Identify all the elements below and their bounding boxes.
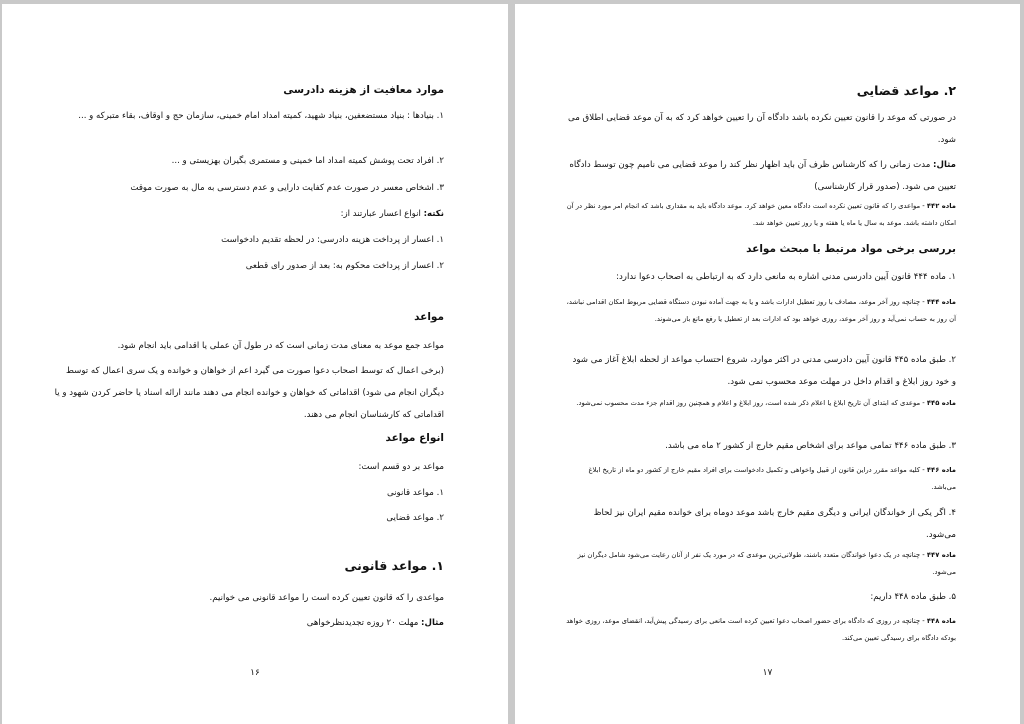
example-label: مثال: (421, 618, 444, 628)
note-text: انواع اعسار عبارتند از: (340, 209, 424, 219)
document-page-16 (2, 4, 508, 724)
exemption-item-1: ۱. بنیادها : بنیاد مستضعفین، بنیاد شهید، کمیته امداد امام خمینی، سازمان حج و اوقاف، بقاء متبرکه و ... (78, 111, 444, 121)
example-label: مثال: (933, 160, 956, 170)
exemption-item-2: ۲. افراد تحت پوشش کمیته امداد اما خمینی و مستمری بگیران بهزیستی و ... (171, 156, 444, 166)
deadlines-paragraph-2: (برخی اعمال که توسط اصحاب دعوا صورت می گیرد اعم از خواهان و خوانده و یک سری اعمال که توسط دیگران انجام می شود) اقداماتی که خواهان و خوانده انجام می دهند مانند ارائه اسناد یا حاضر کردن شهود و یا اقداماتی که کارشناسان انجام می دهند. (54, 366, 444, 420)
deadlines-paragraph-1: مواعد جمع موعد به معنای مدت زمانی است که در طول آن عملی یا اقدامی باید انجام شود. (117, 341, 444, 351)
article-445 (566, 395, 956, 412)
judicial-deadlines-text: در صورتی که موعد را قانون تعیین نکرده باشد دادگاه آن را تعیین خواهد کرد که به آن موعد قضایی اطلاق می شود. (568, 113, 956, 145)
page-number: ۱۶ (250, 668, 260, 678)
legal-example-text: مهلت ۲۰ روزه تجدیدنظرخواهی (306, 618, 422, 628)
article-442 (566, 198, 956, 232)
legal-deadlines-heading: ۱. مواعد قانونی (344, 558, 444, 573)
article-label: ماده ۴۴۷ (926, 551, 956, 559)
review-heading: بررسی برخی مواد مرتبط با مبحث مواعد (746, 243, 956, 255)
types-heading: انواع مواعد (385, 432, 444, 444)
article-444 (566, 294, 956, 328)
types-intro: مواعد بر دو قسم است: (358, 462, 444, 472)
review-item-3: ۳. طبق ماده ۴۴۶ تمامی مواعد برای اشخاص مقیم خارج از کشور ۲ ماه می باشد. (665, 441, 956, 451)
exemption-item-3: ۳. اشخاص معسر در صورت عدم کفایت دارایی و عدم دسترسی به مال به صورت موقت (130, 183, 444, 193)
article-text: - چنانچه روز آخر موعد، مصادف با روز تعطیل ادارات باشد و یا به جهت آماده نبودن دستگاه قضایی مربوط امکان اقدامی نباشد، آن روز به حساب نمی‌آید و روز آخر موعد، روزی خواهد بود که ادارات بعد از تعطیل یا رفع مانع باز می‌شوند. (566, 298, 956, 323)
review-item-1: ۱. ماده ۴۴۴ قانون آیین دادرسی مدنی اشاره به مانعی دارد که به ارتباطی به اصحاب دعوا ندارد: (616, 272, 956, 282)
page-number: ۱۷ (762, 668, 773, 678)
article-446 (566, 462, 956, 496)
types-item-2: ۲. مواعد قضایی (386, 513, 444, 523)
deadlines-heading: مواعد (414, 311, 444, 323)
note-label: نکته: (423, 209, 444, 219)
article-label: ماده ۴۴۲ (926, 202, 956, 210)
judicial-deadlines-heading: ۲. مواعد قضایی (856, 83, 956, 98)
article-text: - چنانچه در روزی که دادگاه برای حضور اصحاب دعوا تعیین کرده است مانعی برای رسیدگی پیش‌آید، انقضای موعد، روزی خواهد بودکه دادگاه برای رسیدگی تعیین می‌کند. (566, 617, 956, 642)
legal-deadlines-text: مواعدی را که قانون تعیین کرده است را مواعد قانونی می خوانیم. (209, 593, 444, 603)
judicial-example-text: مدت زمانی را که کارشناس ظرف آن باید اظهار نظر کند را موعد قضایی می نامیم چون توسط دادگاه تعیین می شود. (صدور قرار کارشناسی) (569, 160, 956, 192)
article-label: ماده ۴۴۸ (926, 617, 956, 625)
note-paragraph (54, 203, 444, 225)
article-label: ماده ۴۴۶ (926, 466, 956, 474)
article-label: ماده ۴۴۵ (926, 399, 956, 407)
legal-example (54, 612, 444, 634)
review-item-4: ۴. اگر یکی از خواندگان ایرانی و دیگری مقیم خارج باشد موعد دوماه برای خوانده مقیم ایران نیز لحاظ می‌شود. (593, 508, 956, 540)
article-447 (566, 547, 956, 581)
judicial-example (566, 154, 956, 198)
review-item-2: ۲. طبق ماده ۴۴۵ قانون آیین دادرسی مدنی در اکثر موارد، شروع احتساب مواعد از لحظه ابلاغ آغاز می شود و خود روز ابلاغ و اقدام داخل در مهلت موعد محسوب نمی شود. (572, 355, 956, 387)
document-page-17 (515, 4, 1020, 724)
article-label: ماده ۴۴۴ (926, 298, 956, 306)
types-item-1: ۱. مواعد قانونی (386, 488, 444, 498)
insolvency-item-2: ۲. اعسار از پرداخت محکوم به: بعد از صدور رای قطعی (245, 261, 444, 271)
exemptions-heading: موارد معافیت از هزینه دادرسی (283, 84, 444, 96)
article-448 (566, 613, 956, 647)
article-text: - مواعدی را که قانون تعیین نکرده است دادگاه معین خواهد کرد. موعد دادگاه باید به مقداری باشد که انجام امر مورد نظر در آن امکان داشته باشد. موعد به سال یا ماه یا هفته و یا روز تعیین خواهد شد. (566, 202, 956, 227)
article-text: - کلیه مواعد مقرر دراین قانون از قبیل واخواهی و تکمیل دادخواست برای افراد مقیم خارج از کشور دو ماه از تاریخ ابلاغ می‌باشد. (588, 466, 956, 491)
review-item-5: ۵. طبق ماده ۴۴۸ داریم: (870, 592, 956, 602)
article-text: - چنانچه در یک دعوا خواندگان متعدد باشند، طولانی‌ترین موعدی که در مورد یک نفر از آنان رعایت می‌شود شامل دیگران نیز می‌شود. (577, 551, 956, 576)
insolvency-item-1: ۱. اعسار از پرداخت هزینه دادرسی: در لحظه تقدیم دادخواست (221, 235, 444, 245)
article-text: - موعدی که ابتدای آن تاریخ ابلاغ یا اعلام ذکر شده است، روز ابلاغ و اعلام و همچنین روز اقدام جزء مدت محسوب نمی‌شود. (576, 399, 927, 407)
